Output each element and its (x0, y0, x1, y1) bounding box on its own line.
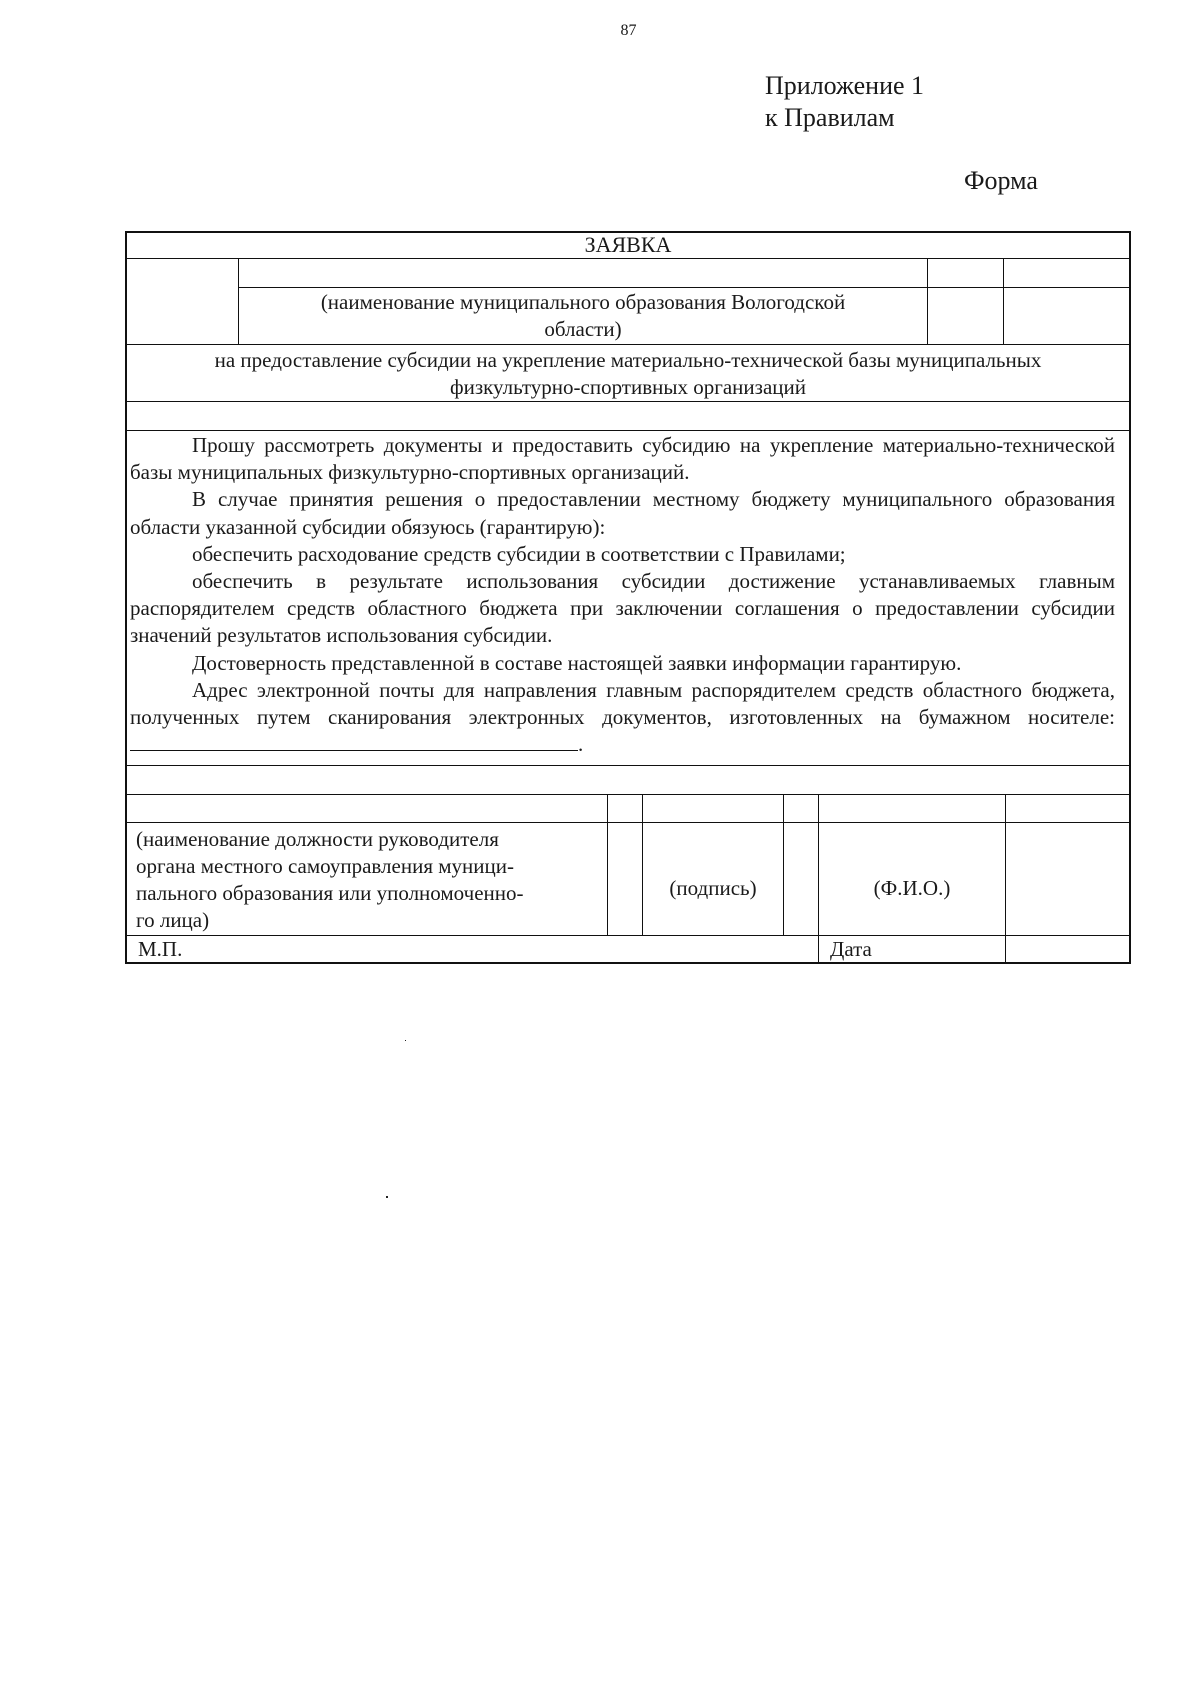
rule-signature-lines (125, 822, 1131, 823)
col-municipality-right (927, 259, 928, 344)
email-fill-line[interactable] (130, 731, 578, 751)
application-body (130, 432, 1115, 758)
scan-speck (405, 1040, 406, 1041)
municipality-caption-line-2: области) (544, 317, 622, 341)
rule-above-body (125, 430, 1131, 431)
appendix-reference (765, 70, 924, 134)
table-border-left (125, 231, 127, 964)
rule-below-purpose (125, 401, 1131, 402)
rule-above-signature (125, 794, 1131, 795)
appendix-line-1: Приложение 1 (765, 71, 925, 100)
signature-caption: (подпись) (669, 876, 757, 900)
rule-below-municipality (125, 344, 1131, 345)
purpose-line-2: физкультурно-спортивных организаций (450, 375, 806, 399)
name-caption: (Ф.И.О.) (873, 876, 951, 900)
rule-above-seal (125, 935, 1131, 936)
position-caption-line-2: органа местного самоуправления муници- (136, 854, 514, 878)
paragraph-results: обеспечить в результате использования субсидии достижение устанавливаемых главным распорядителем средств областного бюджета при заключении соглашения о предоставлении субсидии значений результатов использования субсидии. (130, 569, 1115, 648)
paragraph-reliability: Достоверность представленной в составе настоящей заявки информации гарантирую. (192, 650, 962, 675)
position-caption-line-1: (наименование должности руководителя (136, 827, 499, 851)
position-caption-line-4: го лица) (136, 908, 210, 932)
paragraph-email (130, 677, 1115, 759)
scan-speck (386, 1196, 388, 1198)
col-sig-e (1005, 794, 1006, 963)
appendix-line-2: к Правилам (765, 103, 895, 132)
email-paragraph-text: Адрес электронной почты для направления главным распорядителем средств областного бюджета, полученных путем сканирования электронных документов, изготовленных на бумажном носителе: (130, 677, 1115, 730)
page-number: 87 (620, 22, 637, 39)
date-label: Дата (830, 937, 872, 961)
table-border-bottom (125, 962, 1131, 964)
form-title: ЗАЯВКА (584, 232, 672, 257)
position-caption-line-3: пального образования или уполномоченно- (136, 881, 524, 905)
paragraph-request: Прошу рассмотреть документы и предоставить субсидию на укрепление материально-технической базы муниципальных физкультурно-спортивных организаций. (130, 433, 1115, 485)
col-municipality-extra (1003, 259, 1004, 344)
form-label: Форма (964, 166, 1038, 195)
position-caption (136, 826, 606, 934)
rule-municipality-name (238, 287, 1130, 288)
rule-below-body (125, 765, 1131, 766)
paragraph-obligation: В случае принятия решения о предоставлении местному бюджету муниципального образования области указанной субсидии обязуюсь (гарантирую): (130, 487, 1115, 539)
paragraph-spending: обеспечить расходование средств субсидии в соответствии с Правилами; (192, 541, 846, 566)
rule-below-title (125, 258, 1131, 259)
col-sig-a (607, 794, 608, 935)
col-sig-b (642, 794, 643, 935)
municipality-caption-line-1: (наименование муниципального образования Вологодской (320, 290, 846, 314)
col-sig-c (783, 794, 784, 935)
purpose-line-1: на предоставление субсидии на укрепление материально-технической базы муниципальных (214, 348, 1042, 372)
email-paragraph-end: . (578, 732, 584, 757)
table-border-right (1129, 231, 1131, 964)
seal-label: М.П. (138, 937, 183, 961)
